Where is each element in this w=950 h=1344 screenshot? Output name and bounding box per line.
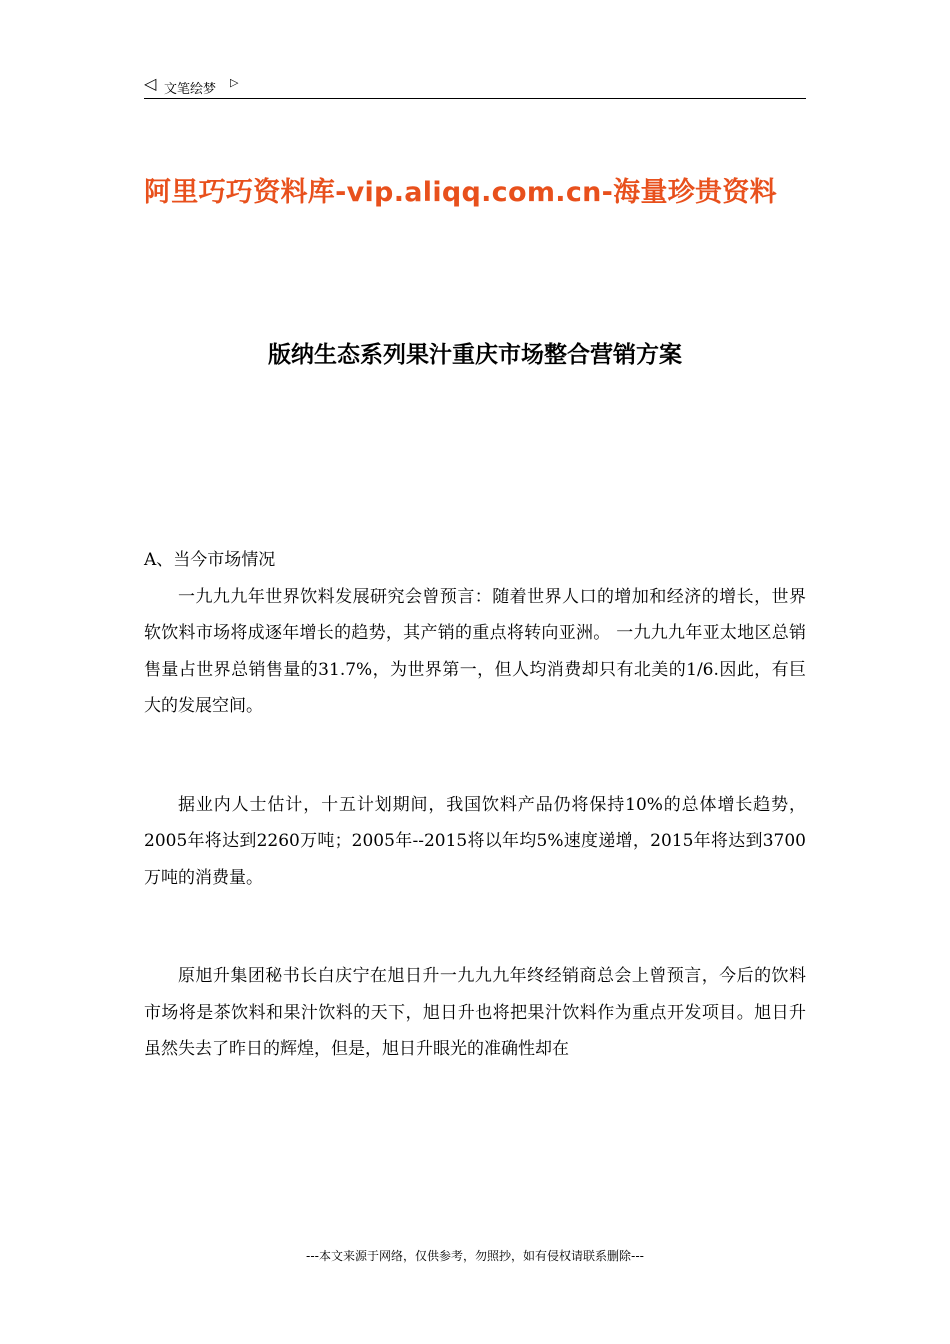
banner-text: 阿里巧巧资料库-vip.aliqq.com.cn-海量珍贵资料 <box>144 177 777 208</box>
paragraph-3: 原旭升集团秘书长白庆宁在旭日升一九九九年终经销商总会上曾预言，今后的饮料市场将是茶饮料和果汁饮料的天下，旭日升也将把果汁饮料作为重点开发项目。旭日升虽然失去了昨日的辉煌，但是，旭日升眼光的准确性却在 <box>144 966 806 1059</box>
right-triangle-icon: ▷ <box>230 76 239 89</box>
paragraph-2: 据业内人士估计，十五计划期间，我国饮料产品仍将保持10%的总体增长趋势，2005年将达到2260万吨；2005年--2015将以年均5%速度递增，2015年将达到3700万吨的消费量。 <box>144 794 806 888</box>
section-heading: A、当今市场情况 <box>144 550 276 570</box>
document-title: 版纳生态系列果汁重庆市场整合营销方案 <box>268 341 682 368</box>
paragraph-1: 一九九九年世界饮料发展研究会曾预言：随着世界人口的增加和经济的增长，世界软饮料市场将成逐年增长的趋势，其产销的重点将转向亚洲。 一九九九年亚太地区总销售量占世界总销售量的31.7%，为世界第一，但人均消费却只有北美的1/6.因此，有巨大的发展空间。 <box>144 586 806 716</box>
page-header <box>144 74 806 99</box>
document-body <box>144 542 806 1068</box>
left-triangle-icon: ◁ <box>144 74 157 93</box>
page-footer: ---本文来源于网络，仅供参考，勿照抄，如有侵权请联系删除--- <box>306 1249 644 1263</box>
header-text: 文笔绘梦 <box>164 82 217 97</box>
